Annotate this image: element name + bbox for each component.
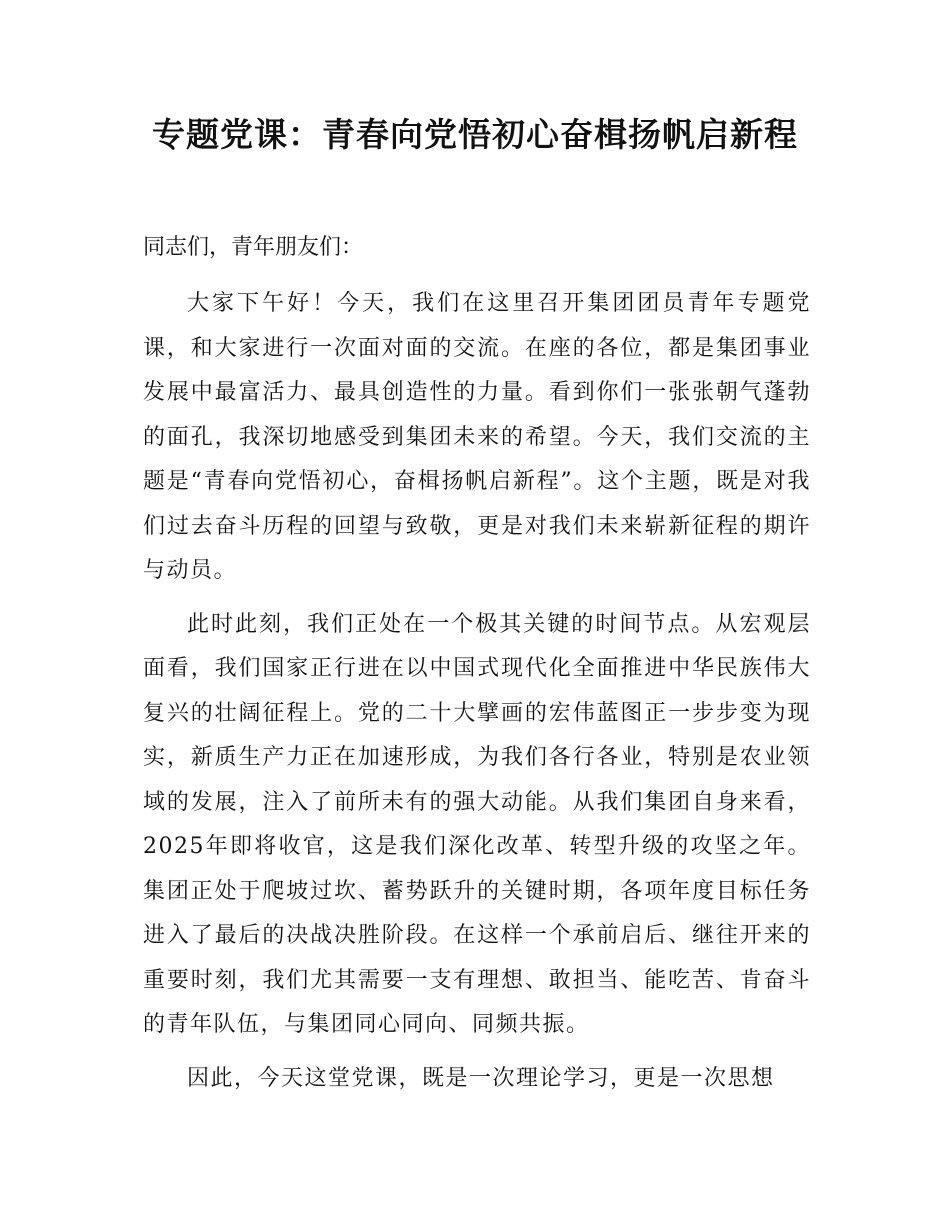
document-body [143, 226, 811, 1110]
paragraph-1: 大家下午好！今天，我们在这里召开集团团员青年专题党课，和大家进行一次面对面的交流。在座的各位，都是集团事业发展中最富活力、最具创造性的力量。看到你们一张张朝气蓬勃的面孔，我深切地感受到集团未来的希望。今天，我们交流的主题是“青春向党悟初心，奋楫扬帆启新程”。这个主题，既是对我们过去奋斗历程的回望与致敬，更是对我们未来崭新征程的期许与动员。 [143, 291, 811, 583]
document-title: 专题党课：青春向党悟初心奋楫扬帆启新程 [152, 115, 798, 154]
paragraph-2: 此时此刻，我们正处在一个极其关键的时间节点。从宏观层面看，我们国家正行进在以中国式现代化全面推进中华民族伟大复兴的壮阔征程上。党的二十大擘画的宏伟蓝图正一步步变为现实，新质生产力正在加速形成，为我们各行各业，特别是农业领域的发展，注入了前所未有的强大动能。从我们集团自身来看，2025年即将收官，这是我们深化改革、转型升级的攻坚之年。集团正处于爬坡过坎、蓄势跃升的关键时期，各项年度目标任务进入了最后的决战决胜阶段。在这样一个承前启后、继往开来的重要时刻，我们尤其需要一支有理想、敢担当、能吃苦、肯奋斗的青年队伍，与集团同心同向、同频共振。 [143, 611, 811, 1037]
greeting: 同志们，青年朋友们： [143, 235, 364, 260]
paragraph-3: 因此，今天这堂党课，既是一次理论学习，更是一次思想 [187, 1065, 775, 1091]
